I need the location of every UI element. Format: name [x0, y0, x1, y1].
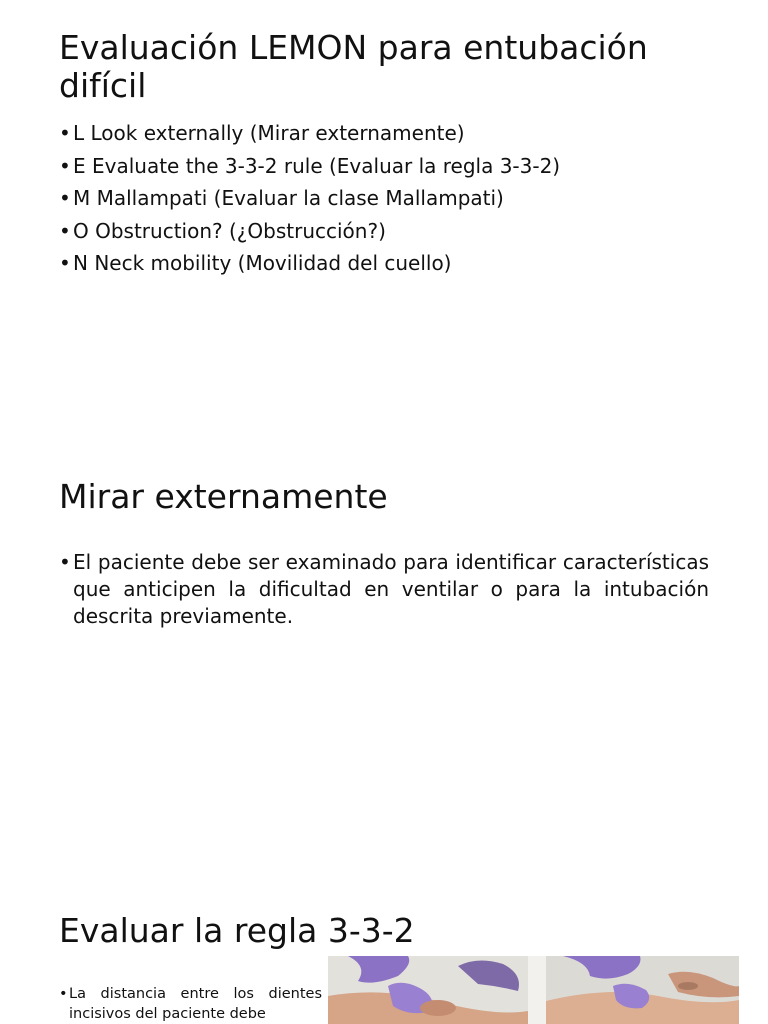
slide-look-externally: [0, 432, 768, 864]
airway-exam-photo: [328, 956, 739, 1024]
bullet-text: La distancia entre los dientes incisivos del paciente debe: [69, 986, 322, 1022]
bullet-mark: •: [59, 986, 68, 1002]
slide-title: Evaluación LEMON para entubación difícil: [59, 28, 648, 105]
bullet-text: N Neck mobility (Movilidad del cuello): [73, 251, 452, 275]
bullet-text: El paciente debe ser examinado para identificar características que anticipen la dificultad en ventilar o para la intubación descrita previamente.: [73, 550, 709, 628]
bullet-mark: •: [59, 218, 71, 243]
slide-lemon-overview: [0, 0, 768, 432]
bullet-text: O Obstruction? (¿Obstrucción?): [73, 218, 386, 243]
bullet-item-n: [59, 247, 719, 280]
bullet-list: [59, 549, 709, 630]
bullet-mark: •: [59, 251, 71, 275]
airway-exam-illustration: [328, 956, 739, 1024]
slide-title: Mirar externamente: [59, 477, 388, 516]
bullet-mark: •: [59, 186, 71, 210]
bullet-item-o: [59, 215, 719, 248]
bullet-text: M Mallampati (Evaluar la clase Mallampati): [73, 186, 504, 210]
bullet-text: L Look externally (Mirar externamente): [73, 121, 465, 145]
bullet-list: [59, 117, 719, 280]
slide-title: Evaluar la regla 3-3-2: [59, 911, 415, 950]
slide-332-rule: [0, 864, 768, 1024]
bullet-mark: •: [59, 153, 71, 178]
bullet-mark: •: [59, 550, 71, 574]
bullet-item-e: [59, 150, 719, 183]
bullet-item-m: [59, 182, 719, 215]
bullet-mark: •: [59, 121, 71, 145]
bullet-item: [59, 984, 322, 1024]
bullet-item-l: [59, 117, 719, 150]
bullet-text: E Evaluate the 3-3-2 rule (Evaluar la regla 3-3-2): [73, 153, 561, 178]
bullet-list: [59, 984, 322, 1024]
bullet-item: [59, 549, 709, 630]
